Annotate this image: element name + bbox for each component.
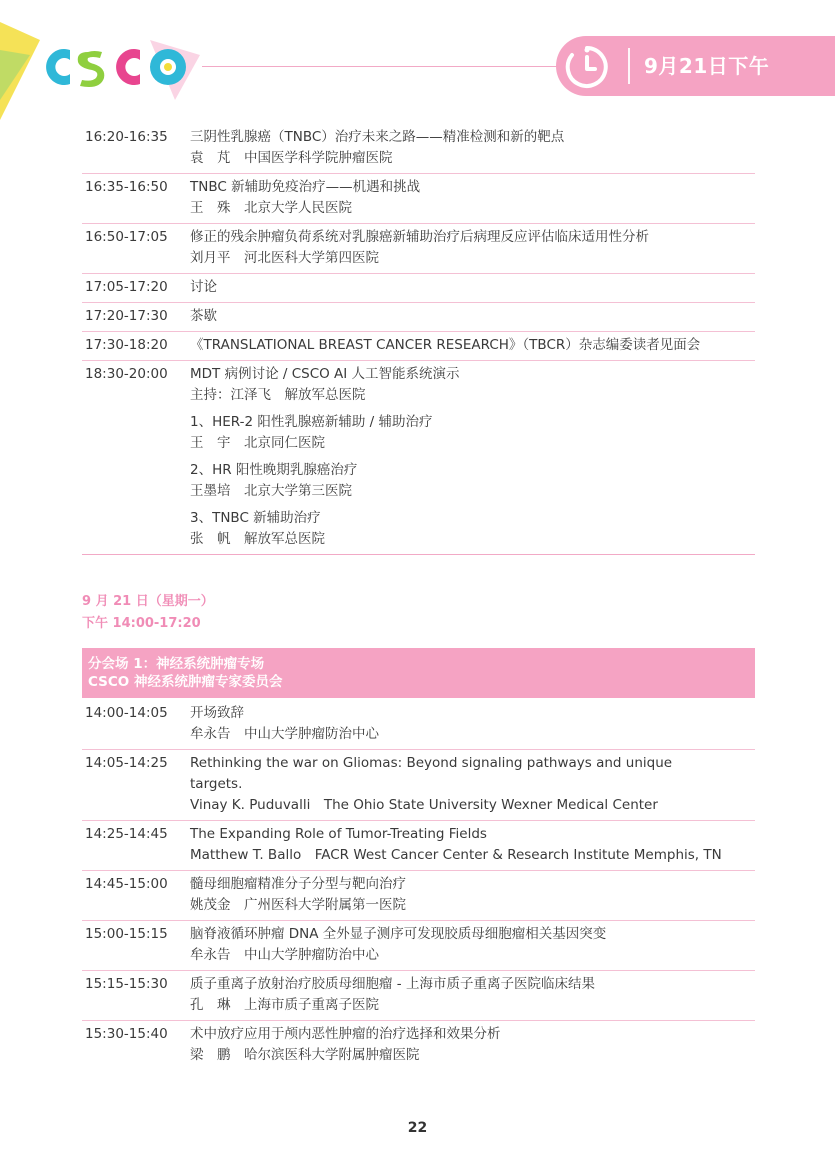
talk-title: The Expanding Role of Tumor-Treating Fields (190, 826, 487, 842)
time-slot: 16:20-16:35 (85, 129, 168, 145)
logo-letter-c1 (46, 49, 70, 85)
talk-title: 开场致辞 (190, 705, 244, 721)
speaker-info: 姚茂金 广州医科大学附属第一医院 (190, 897, 406, 913)
time-slot: 17:05-17:20 (85, 279, 168, 295)
schedule-row (82, 174, 755, 224)
time-slot: 15:00-15:15 (85, 926, 168, 942)
agenda-item (190, 277, 755, 298)
schedule-row (82, 1021, 755, 1070)
speaker-info: 袁 芃 中国医学科学院肿瘤医院 (190, 150, 393, 166)
agenda-item (190, 874, 755, 916)
talk-title: 髓母细胞瘤精准分子分型与靶向治疗 (190, 876, 406, 892)
row-content (190, 127, 755, 169)
time-slot: 15:30-15:40 (85, 1026, 168, 1042)
agenda-item (190, 824, 755, 866)
talk-title: 2、HR 阳性晚期乳腺癌治疗 (190, 462, 358, 478)
agenda-item (190, 412, 755, 454)
schedule-row (82, 361, 755, 555)
schedule-bottom (82, 700, 755, 1070)
time-slot: 16:50-17:05 (85, 229, 168, 245)
talk-title: 术中放疗应用于颅内恶性肿瘤的治疗选择和效果分析 (190, 1026, 501, 1042)
speaker-info: 孔 琳 上海市质子重离子医院 (190, 997, 379, 1013)
talk-title: 《TRANSLATIONAL BREAST CANCER RESEARCH》（TBCR）杂志编委读者见面会 (190, 337, 701, 353)
session-date: 9 月 21 日（星期一） (82, 594, 214, 609)
speaker-info: targets. (190, 776, 243, 792)
row-content (190, 753, 755, 816)
agenda-item (190, 924, 755, 966)
row-content (190, 335, 755, 356)
schedule-row (82, 700, 755, 750)
time-slot: 14:45-15:00 (85, 876, 168, 892)
page-header (0, 0, 835, 110)
agenda-item (190, 177, 755, 219)
speaker-info: 王 殊 北京大学人民医院 (190, 200, 352, 216)
schedule-row (82, 274, 755, 303)
agenda-item (190, 508, 755, 550)
speaker-info: 主持：江泽飞 解放军总医院 (190, 387, 366, 403)
talk-title: 1、HER-2 阳性乳腺癌新辅助 / 辅助治疗 (190, 414, 433, 430)
talk-title: TNBC 新辅助免疫治疗——机遇和挑战 (190, 179, 421, 195)
schedule-row (82, 124, 755, 174)
talk-title: 茶歇 (190, 308, 217, 324)
agenda-item (190, 364, 755, 406)
schedule-top (82, 124, 755, 555)
session-info (82, 591, 214, 635)
talk-title: 修正的残余肿瘤负荷系统对乳腺癌新辅助治疗后病理反应评估临床适用性分析 (190, 229, 649, 245)
agenda-item (190, 127, 755, 169)
logo-green-triangle (0, 50, 30, 100)
row-content (190, 277, 755, 298)
pill-divider (628, 48, 630, 84)
schedule-row (82, 921, 755, 971)
speaker-info: 牟永告 中山大学肿瘤防治中心 (190, 947, 379, 963)
session-time: 下午 14:00-17:20 (82, 616, 201, 631)
row-content (190, 177, 755, 219)
talk-title: Rethinking the war on Gliomas: Beyond signaling pathways and unique (190, 755, 673, 771)
time-slot: 14:00-14:05 (85, 705, 168, 721)
schedule-row (82, 750, 755, 821)
session-title-line1: 分会场 1：神经系统肿瘤专场 (88, 656, 265, 672)
row-content (190, 874, 755, 916)
page-number: 22 (407, 1120, 428, 1136)
talk-title: 3、TNBC 新辅助治疗 (190, 510, 321, 526)
speaker-info: 梁 鹏 哈尔滨医科大学附属肿瘤医院 (190, 1047, 420, 1063)
logo-letter-c2 (116, 49, 140, 85)
speaker-info: 王墨培 北京大学第三医院 (190, 483, 352, 499)
schedule-row (82, 224, 755, 274)
clock-icon (564, 44, 610, 90)
date-banner (556, 36, 835, 96)
logo-letter-s (78, 51, 105, 87)
session-banner (82, 648, 755, 698)
schedule-row (82, 332, 755, 361)
schedule-row (82, 971, 755, 1021)
agenda-item (190, 306, 755, 327)
speaker-info: 张 帆 解放军总医院 (190, 531, 325, 547)
talk-title: 质子重离子放射治疗胶质母细胞瘤 - 上海市质子重离子医院临床结果 (190, 976, 595, 992)
time-slot: 17:30-18:20 (85, 337, 168, 353)
agenda-item (190, 1024, 755, 1066)
time-slot: 14:25-14:45 (85, 826, 168, 842)
speaker-info: 王 宇 北京同仁医院 (190, 435, 325, 451)
time-slot: 17:20-17:30 (85, 308, 168, 324)
agenda-item (190, 974, 755, 1016)
time-slot: 18:30-20:00 (85, 366, 168, 382)
date-label: 9月21日下午 (644, 54, 770, 78)
row-content (190, 227, 755, 269)
row-content (190, 364, 755, 550)
talk-title: 脑脊液循环肿瘤 DNA 全外显子测序可发现胶质母细胞瘤相关基因突变 (190, 926, 607, 942)
row-content (190, 924, 755, 966)
time-slot: 16:35-16:50 (85, 179, 168, 195)
agenda-item (190, 227, 755, 269)
row-content (190, 306, 755, 327)
speaker-info: 刘月平 河北医科大学第四医院 (190, 250, 379, 266)
row-content (190, 1024, 755, 1066)
agenda-item (190, 703, 755, 745)
row-content (190, 974, 755, 1016)
time-slot: 14:05-14:25 (85, 755, 168, 771)
talk-title: 三阴性乳腺癌（TNBC）治疗未来之路——精准检测和新的靶点 (190, 129, 565, 145)
speaker-info: Vinay K. Puduvalli The Ohio State University Wexner Medical Center (190, 797, 658, 813)
schedule-row (82, 871, 755, 921)
agenda-item (190, 335, 755, 356)
time-slot: 15:15-15:30 (85, 976, 168, 992)
header-divider-line (202, 66, 582, 67)
schedule-row (82, 303, 755, 332)
talk-title: 讨论 (190, 279, 217, 295)
row-content (190, 703, 755, 745)
talk-title: MDT 病例讨论 / CSCO AI 人工智能系统演示 (190, 366, 460, 382)
session-title-line2: CSCO 神经系统肿瘤专家委员会 (88, 674, 283, 690)
csco-logo (0, 10, 200, 120)
agenda-item (190, 753, 755, 816)
schedule-row (82, 821, 755, 871)
agenda-item (190, 460, 755, 502)
speaker-info: 牟永告 中山大学肿瘤防治中心 (190, 726, 379, 742)
speaker-info: Matthew T. Ballo FACR West Cancer Center & Research Institute Memphis, TN (190, 847, 722, 863)
row-content (190, 824, 755, 866)
